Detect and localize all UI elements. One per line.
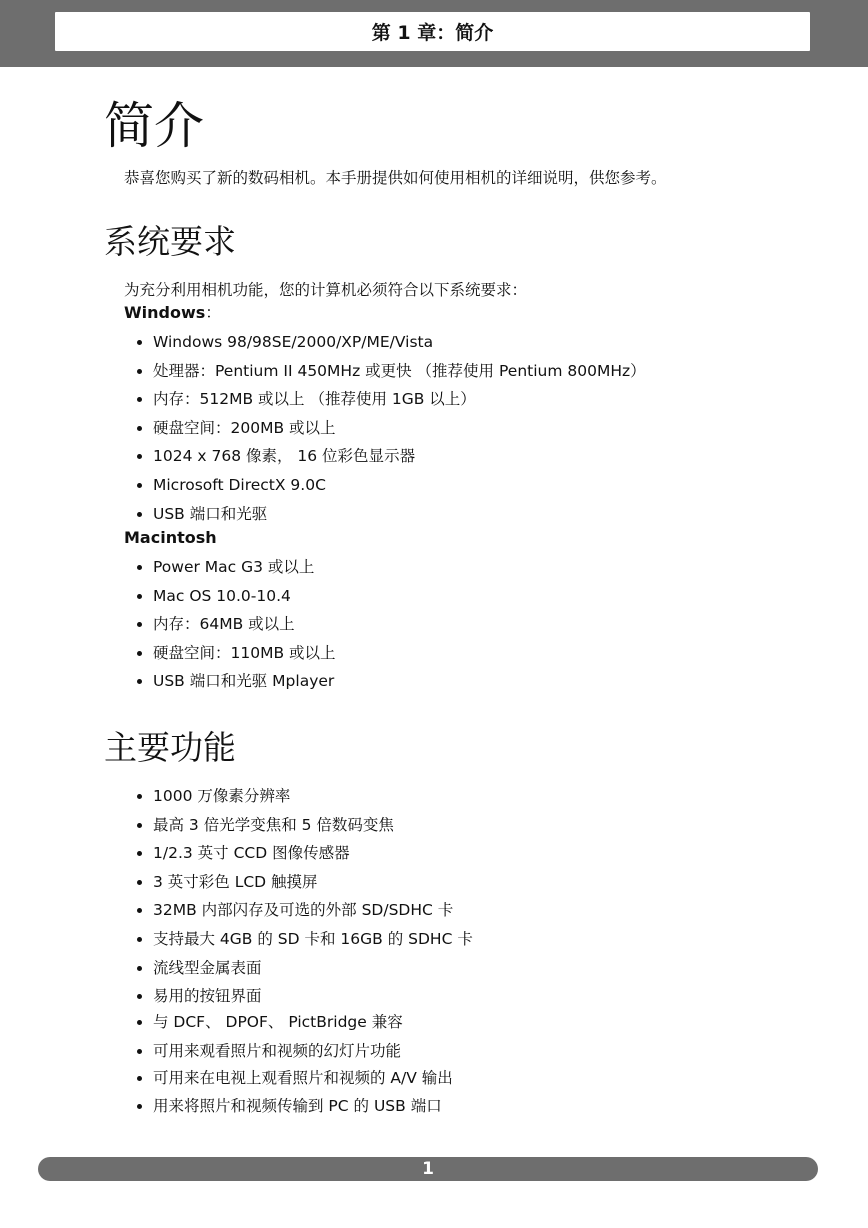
list-item-text: 可用来观看照片和视频的幻灯片功能 xyxy=(153,1041,402,1060)
list-item-text: 1/2.3 英寸 CCD 图像传感器 xyxy=(153,844,350,863)
list-item xyxy=(134,871,473,900)
list-item-text: 3 英寸彩色 LCD 触摸屏 xyxy=(153,872,318,891)
bullet-icon xyxy=(137,1076,142,1081)
bullet-icon xyxy=(137,1020,142,1025)
list-item xyxy=(134,1067,473,1096)
windows-requirements-list xyxy=(134,331,646,531)
bullet-icon xyxy=(137,1104,142,1109)
list-item-text: Microsoft DirectX 9.0C xyxy=(153,475,326,494)
intro-heading: 简介 xyxy=(104,97,204,155)
list-item xyxy=(134,842,473,871)
bullet-icon xyxy=(137,426,142,431)
intro-text: 恭喜您购买了新的数码相机。本手册提供如何使用相机的详细说明，供您参考。 xyxy=(124,169,667,187)
features-list xyxy=(134,785,473,1124)
chapter-title: 第 1 章：简介 xyxy=(55,12,810,51)
list-item-text: 可用来在电视上观看照片和视频的 A/V 输出 xyxy=(153,1068,453,1087)
list-item-text: 硬盘空间：110MB 或以上 xyxy=(153,643,336,662)
bullet-icon xyxy=(137,908,142,913)
list-item xyxy=(134,556,336,585)
windows-subheading xyxy=(124,302,221,324)
list-item xyxy=(134,814,473,843)
features-heading: 主要功能 xyxy=(104,728,236,767)
list-item xyxy=(134,613,336,642)
list-item xyxy=(134,388,646,417)
list-item-text: 流线型金属表面 xyxy=(153,958,262,977)
list-item xyxy=(134,957,473,986)
bullet-icon xyxy=(137,340,142,345)
page-number: 1 xyxy=(422,1159,434,1179)
list-item-text: USB 端口和光驱 Mplayer xyxy=(153,672,335,691)
list-item-text: Power Mac G3 或以上 xyxy=(153,558,315,576)
list-item-text: 易用的按钮界面 xyxy=(153,987,262,1006)
bullet-icon xyxy=(137,483,142,488)
list-item xyxy=(134,474,646,503)
windows-label-suffix: ： xyxy=(205,303,222,322)
list-item-text: 用来将照片和视频传输到 PC 的 USB 端口 xyxy=(153,1097,442,1116)
list-item-text: 1000 万像素分辨率 xyxy=(153,787,291,805)
list-item-text: 处理器：Pentium II 450MHz 或更快 （推荐使用 Pentium 800MHz） xyxy=(153,361,646,380)
macintosh-requirements-list xyxy=(134,556,336,699)
list-item-text: 内存：512MB 或以上 （推荐使用 1GB 以上） xyxy=(153,390,476,409)
list-item-text: 支持最大 4GB 的 SD 卡和 16GB 的 SDHC 卡 xyxy=(153,929,473,948)
list-item xyxy=(134,1011,473,1040)
bullet-icon xyxy=(137,823,142,828)
bullet-icon xyxy=(137,851,142,856)
bullet-icon xyxy=(137,651,142,656)
bullet-icon xyxy=(137,994,142,999)
list-item-text: 内存：64MB 或以上 xyxy=(153,615,295,634)
list-item-text: Mac OS 10.0-10.4 xyxy=(153,586,291,605)
bullet-icon xyxy=(137,622,142,627)
bullet-icon xyxy=(137,512,142,517)
bullet-icon xyxy=(137,880,142,885)
list-item-text: 1024 x 768 像素， 16 位彩色显示器 xyxy=(153,447,416,466)
list-item xyxy=(134,417,646,446)
bullet-icon xyxy=(137,565,142,570)
bullet-icon xyxy=(137,594,142,599)
macintosh-subheading: Macintosh xyxy=(124,528,217,547)
list-item xyxy=(134,1095,473,1124)
bullet-icon xyxy=(137,966,142,971)
list-item xyxy=(134,785,473,814)
bullet-icon xyxy=(137,937,142,942)
system-requirements-heading: 系统要求 xyxy=(104,222,236,261)
bullet-icon xyxy=(137,454,142,459)
list-item-text: Windows 98/98SE/2000/XP/ME/Vista xyxy=(153,333,434,351)
list-item-text: 硬盘空间：200MB 或以上 xyxy=(153,418,336,437)
list-item-text: 最高 3 倍光学变焦和 5 倍数码变焦 xyxy=(153,815,394,834)
list-item-text: 与 DCF、 DPOF、 PictBridge 兼容 xyxy=(153,1013,403,1032)
list-item xyxy=(134,899,473,928)
bullet-icon xyxy=(137,1049,142,1054)
bullet-icon xyxy=(137,794,142,799)
system-requirements-intro: 为充分利用相机功能，您的计算机必须符合以下系统要求： xyxy=(124,281,528,299)
list-item xyxy=(134,331,646,360)
list-item xyxy=(134,928,473,957)
list-item xyxy=(134,985,473,1011)
list-item xyxy=(134,1040,473,1067)
list-item xyxy=(134,585,336,614)
bullet-icon xyxy=(137,369,142,374)
header-band xyxy=(0,0,868,67)
list-item xyxy=(134,670,336,699)
list-item xyxy=(134,642,336,671)
list-item-text: 32MB 内部闪存及可选的外部 SD/SDHC 卡 xyxy=(153,901,454,920)
windows-label: Windows xyxy=(124,303,206,322)
bullet-icon xyxy=(137,397,142,402)
bullet-icon xyxy=(137,679,142,684)
list-item-text: USB 端口和光驱 xyxy=(153,504,268,523)
page-footer xyxy=(38,1157,818,1181)
list-item xyxy=(134,445,646,474)
list-item xyxy=(134,360,646,389)
